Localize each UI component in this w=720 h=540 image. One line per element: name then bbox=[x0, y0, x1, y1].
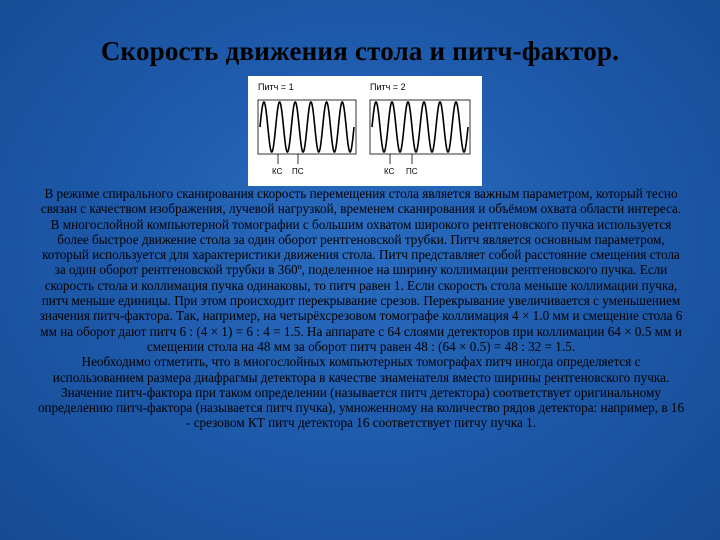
panel-1-label: Питч = 1 bbox=[258, 82, 294, 92]
panel-1-helix-wave bbox=[260, 102, 354, 152]
panel-2-helix-wave bbox=[372, 102, 468, 152]
paragraph-2: Необходимо отметить, что в многослойных компьютерных томографах питч иногда определяется с использованием размера диафрагмы детектора в качестве знаменателя вместо ширины рентгеновского пучка. Значение питч-фактора при таком определении (называется питч детектора) соответствует оригинальному определению питч-фактора (называется питч пучка), умноженному на количество рядов детектора: например, в 16 - срезовом КТ питч детектора 16 соответствует питчу пучка 1. bbox=[37, 354, 685, 431]
pitch-diagram bbox=[248, 76, 482, 186]
body-text bbox=[36, 186, 686, 431]
paragraph-1: В режиме спирального сканирования скорость перемещения стола является важным параметром, который тесно связан с качеством изображения, лучевой нагрузкой, временем сканирования и объёмом охвата области интереса. В многослойной компьютерной томографии с большим охватом широкого рентгеновского пучка используется более быстрое движение стола за один оборот рентгеновской трубки. Питч является основным параметром, который используется для характеристики движения стола. Питч представляет собой расстояние смещения стола за один оборот рентгеновской трубки в 360º, поделенное на ширину коллимации рентгеновского пучка. Если скорость стола и коллимация пучка одинаковы, то питч равен 1. Если скорость стола меньше коллимации пучка, питч меньше единицы. При этом происходит перекрывание срезов. Перекрывание увеличивается с уменьшением значения питч-фактора. Так, например, на четырёхсрезовом томографе коллимация 4 × 1.0 мм и смещение стола 6 мм на оборот дают питч 6 : (4 × 1) = 6 : 4 = 1.5. На аппарате с 64 слоями детекторов при коллимации 64 × 0.5 мм и смещении стола на 48 мм за оборот питч равен 48 : (64 × 0.5) = 48 : 32 = 1.5. bbox=[39, 186, 683, 354]
panel-1-marker-ps: ПС bbox=[292, 167, 304, 176]
panel-2-label: Питч = 2 bbox=[370, 82, 406, 92]
slide-title: Скорость движения стола и питч-фактор. bbox=[100, 36, 620, 66]
panel-1-marker-ks: КС bbox=[272, 167, 283, 176]
pitch-diagram-svg bbox=[248, 76, 482, 186]
panel-2-marker-ks: КС bbox=[384, 167, 395, 176]
panel-2-marker-ps: ПС bbox=[406, 167, 418, 176]
